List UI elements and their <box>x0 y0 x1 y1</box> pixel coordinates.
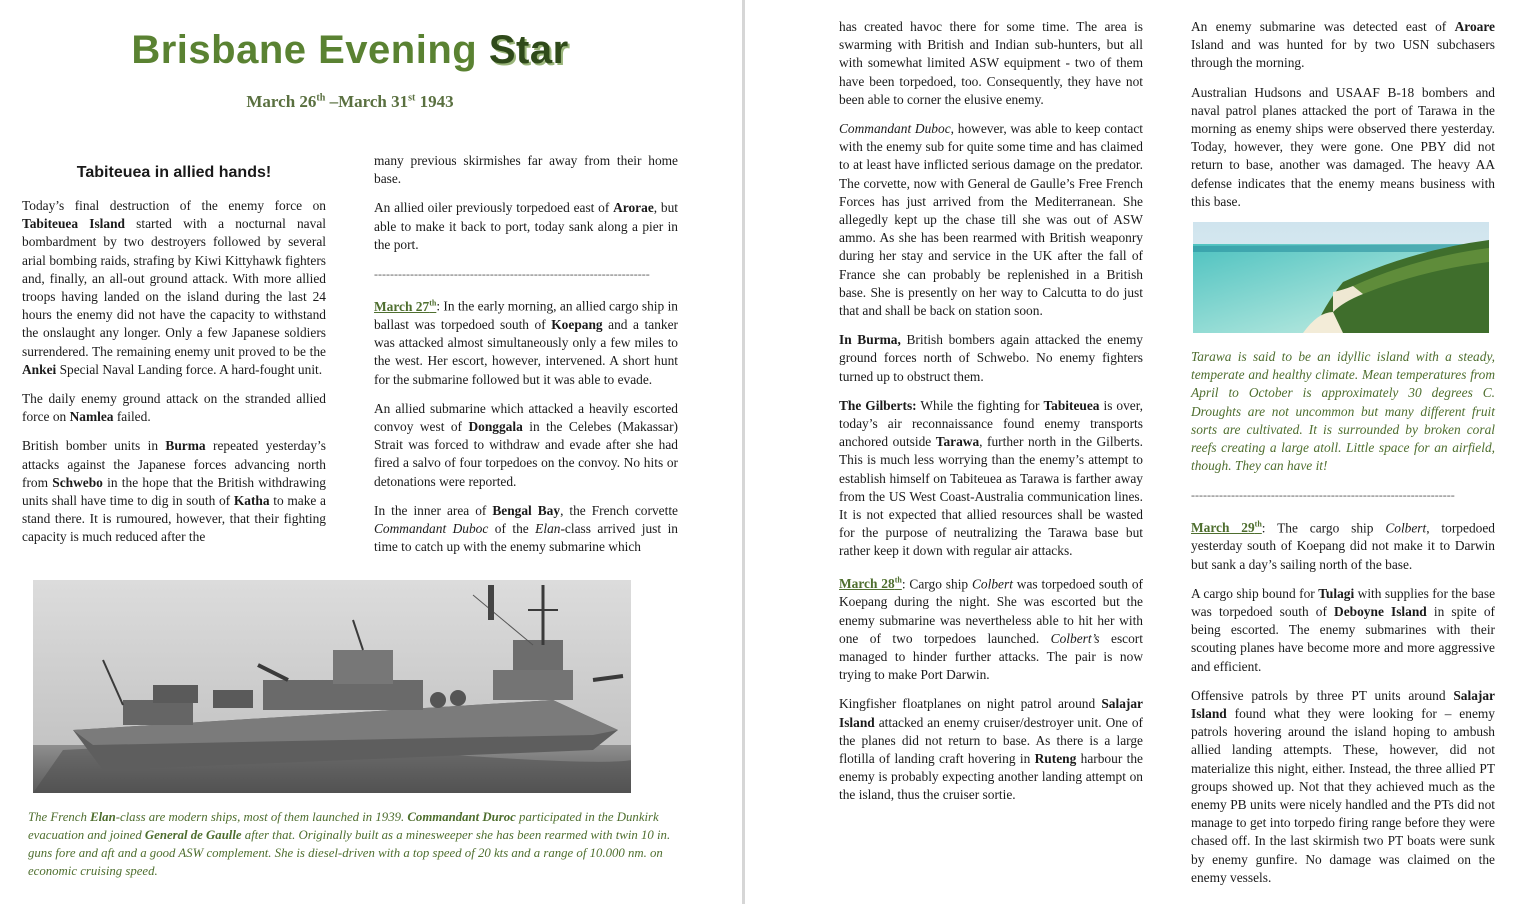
dated-paragraph <box>374 294 678 388</box>
text-run: Offensive patrols by three PT units around <box>1191 687 1454 703</box>
text-run: The French <box>28 810 91 824</box>
text-run: , torpedoed yesterday south of Koepang did not make it to Darwin but sank a day’s sailing north of the base. <box>1191 520 1495 572</box>
bold-text: Koepang <box>551 316 603 332</box>
dateline: March 26th –March 31st 1943 <box>246 92 454 111</box>
ship-photo-caption <box>28 808 678 880</box>
left-page <box>0 0 743 904</box>
text-run: Island and was hunted for by two USN subchasers through the morning. <box>1191 37 1495 71</box>
text-run: An enemy submarine was detected east of <box>1191 19 1455 34</box>
bold-text: Donggala <box>468 418 523 434</box>
date-suffix: th <box>429 298 437 308</box>
bold-text: Tabiteuea <box>1043 397 1100 413</box>
text-run: A cargo ship bound for <box>1191 585 1319 601</box>
text-run: to make a stand there. It is rumoured, however, that their fighting capacity is much reduced after the <box>22 493 327 545</box>
text-run: was torpedoed south of Koepang during the night. She was escorted but the enemy submarine was nevertheless able to hit her with one of two torpedoes launched. <box>839 576 1143 646</box>
date-suffix: th <box>894 575 902 585</box>
paragraph <box>839 695 1143 804</box>
paragraph <box>374 502 678 557</box>
paragraph <box>1191 687 1495 887</box>
paragraph <box>22 197 326 379</box>
bold-text: Tarawa <box>935 434 980 450</box>
bold-text: Katha <box>233 493 270 509</box>
text-run: , but able to make it back to port, today sank along a pier in the port. <box>374 200 678 252</box>
date-suffix: th <box>1254 519 1262 529</box>
text-run: While the fighting for <box>916 397 1044 413</box>
masthead-star: Star <box>488 28 569 72</box>
paragraph <box>839 18 1143 109</box>
date-label <box>1191 520 1262 535</box>
paragraph <box>839 120 1143 320</box>
bold-text: Tulagi <box>1318 585 1355 601</box>
article-body <box>1191 18 1495 211</box>
paragraph <box>22 390 326 426</box>
paragraph <box>839 331 1143 386</box>
date-text: March 27 <box>374 298 430 314</box>
date-text: March 29 <box>1191 520 1255 536</box>
bold-text: Elan <box>90 810 116 824</box>
island-photo-caption: Tarawa is said to be an idyllic island with a steady, temperate and healthy climate. Mean temperatures from April to October is approximately 30 degrees C. Droughts are not uncommon but many different fruit sorts are cultivated. It is surrounded by broken coral reefs creating a large atoll. Little space for an airfield, though. They can have it! <box>1191 349 1495 474</box>
text-run: harbour the enemy is probably expecting another landing attempt on the island, thus the cruiser sortie. <box>839 750 1143 803</box>
text-run: many previous skirmishes far away from their home base. <box>374 153 678 187</box>
text-run: failed. <box>113 409 151 425</box>
text-run: , the French corvette <box>560 502 678 518</box>
text-run: of the <box>488 520 536 536</box>
date-text: March 28 <box>839 576 895 592</box>
text-run: is over, today’s air reconnaissance found enemy transports anchored outside <box>839 397 1144 450</box>
bold-text: Ruteng <box>1034 750 1077 766</box>
paragraph <box>1191 585 1495 676</box>
text-run: : Cargo ship <box>901 576 972 592</box>
bold-text: General de Gaulle <box>144 828 242 842</box>
text-run: -class are modern ships, most of them launched in 1939. <box>115 810 408 824</box>
bold-text: Ankei <box>22 361 57 377</box>
italic-text: Colbert <box>972 576 1013 592</box>
text-run: participated in the Dunkirk evacuation and joined <box>28 810 659 842</box>
bold-text: Commandant Duroc <box>407 810 516 824</box>
bold-text: Salajar Island <box>1191 687 1495 721</box>
masthead <box>0 28 700 73</box>
bold-text: Aroare <box>1454 19 1495 34</box>
text-run: in the Celebes (Makassar) Strait was forced to withdraw and evade after she had fired a salvo of four torpedoes on the convoy. No hits or detonations were reported. <box>374 418 678 489</box>
italic-text: Commandant Duboc <box>839 121 951 137</box>
italic-text: Colbert <box>1385 520 1427 536</box>
paragraph <box>22 437 326 546</box>
text-run: An allied oiler previously torpedoed east of <box>374 200 614 216</box>
left-column-2 <box>374 152 678 567</box>
text-run: in the hope that the British withdrawing units shall have time to dig in south of <box>22 474 326 509</box>
text-run: repeated yesterday’s attacks against the Japanese forces advancing north from <box>22 438 326 490</box>
bold-text: Bengal Bay <box>492 502 561 518</box>
paragraph <box>374 400 678 491</box>
italic-text: Commandant Duboc <box>374 520 489 536</box>
text-run: has created havoc there for some time. The area is swarming with British and Indian sub-hunters, but all with somewhat limited ASW equipment - two of them have been torpedoed, too. Consequently, they have not been able to corner the elusive enemy. <box>839 19 1143 107</box>
bold-text: Burma <box>165 438 206 454</box>
text-run: Special Naval Landing force. A hard-fought unit. <box>56 361 323 377</box>
text-run: Today’s final destruction of the enemy force on <box>22 198 326 213</box>
text-run: -class arrived just in time to catch up with the enemy submarine which <box>374 520 678 555</box>
paragraph <box>1191 84 1495 211</box>
ship-photo <box>33 580 631 793</box>
text-run: , further north in the Gilberts. This is much less worrying than the enemy’s attempt to establish himself on Tabiteuea as Tarawa is farther away from the US West Coast-Australia communication lines. It is not expected that allied resources shall be wasted for the purpose of neutralizing the Tarawa base but rather keep it down with regular air attacks. <box>839 434 1143 559</box>
right-page <box>745 0 1517 904</box>
text-run: British bomber units in <box>22 438 166 454</box>
dated-paragraph <box>839 572 1143 685</box>
text-run: attacked an enemy cruiser/destroyer unit. One of the planes did not return to base. As there is a large flotilla of landing craft hovering in <box>839 714 1143 766</box>
paragraph <box>1191 18 1495 73</box>
text-run: found what they were looking for – enemy patrols hovering around the island hoping to ambush allied landing attempts. These, however, did not materialize this night, either. Instead, the three allied PT groups showed up. Not that they achieved much as the enemy PB units were nicely handled and the PTs did not manage to get into torpedo firing range before they were chased off. In the last skirmish two PT boats were sunk by enemy gunfire. No damage was claimed on the enemy vessels. <box>1191 705 1495 885</box>
bold-text: In Burma, <box>839 332 901 348</box>
left-column-1 <box>22 163 326 558</box>
article-body <box>374 152 678 556</box>
bold-text: Arorae <box>613 200 654 216</box>
section-rule: --------------------------------------------------------------------- <box>374 267 650 282</box>
date-label <box>374 299 436 314</box>
right-column-2-top <box>1191 18 1495 222</box>
section-rule: ------------------------------------------------------------------ <box>1191 488 1455 503</box>
right-column-1 <box>839 18 1143 816</box>
text-run: : In the early morning, an allied cargo ship in ballast was torpedoed south of <box>374 298 679 332</box>
text-run: , however, was able to keep contact with the enemy sub for quite some time and has claimed to at least have inflicted serious damage on the predator. The corvette, now with General de Gaulle’s Free French Forces has just arrived from the Mediterranean. She allegedly kept up the chase till she was out of ASW ammo. As she has been rearmed with British weaponry during her stay and service in the UK after the fall of France she can probably be replenished in a British base. She is presently on her way to Calcutta to do just that and shall be back on station soon. <box>839 121 1143 319</box>
text-run: started with a nocturnal naval bombardment by two destroyers followed by several arial bombing raids, strafing by Kiwi Kittyhawk fighters and, finally, an all-out ground attack. With more allied troops having landed on the island during the last 24 hours the enemy did not have the capacity to withstand the onslaught any longer. Only a few Japanese soldiers surrendered. The remaining enemy unit proved to be the <box>22 216 326 359</box>
paragraph <box>839 397 1143 561</box>
dated-paragraph <box>1191 516 1495 574</box>
italic-text: Colbert’s <box>1050 630 1100 646</box>
text-run: Kingfisher floatplanes on night patrol around <box>839 696 1102 712</box>
paragraph <box>374 152 678 188</box>
italic-text: Elan <box>535 520 561 536</box>
bold-text: Namlea <box>69 409 114 425</box>
text-run: with supplies for the base was torpedoed south of <box>1191 585 1496 619</box>
paragraph <box>374 199 678 254</box>
text-run: An allied submarine which attacked a heavily escorted convoy west of <box>374 400 678 434</box>
right-column-2-bottom <box>1191 348 1495 898</box>
text-run: after that. Originally built as a minesweeper she has been rearmed with twin 10 in. guns fore and aft and a good ASW complement. She is diesel-driven with a top speed of 20 kts and a range of 10.000 nm. on economic cruising speed. <box>28 828 671 878</box>
text-run: in spite of being escorted. The enemy submarines with their scouting planes have become more and more aggressive and efficient. <box>1191 603 1495 674</box>
text-run: British bombers again attacked the enemy ground forces north of Schwebo. No enemy fighters turned up to obstruct them. <box>839 332 1143 384</box>
bold-text: Salajar Island <box>839 696 1143 730</box>
text-run: Australian Hudsons and USAAF B-18 bombers and naval patrol planes attacked the port of Tarawa in the morning as enemy ships were observed there yesterday. Today, however, they were gone. One PBY did not return to base, another was damaged. The heavy AA defense indicates that the enemy means business with this base. <box>1191 84 1495 209</box>
article-body <box>1191 486 1495 887</box>
bold-text: The Gilberts: <box>839 397 917 413</box>
bold-text: Deboyne Island <box>1334 603 1427 619</box>
text-run: escort managed to hinder further attacks. The pair is now trying to make Port Darwin. <box>839 630 1143 683</box>
text-run: In the inner area of <box>374 502 493 518</box>
article-body <box>22 197 326 547</box>
island-photo <box>1193 222 1489 333</box>
bold-text: Tabiteuea Island <box>22 216 125 232</box>
text-run: : The cargo ship <box>1261 520 1386 536</box>
headline: Tabiteuea in allied hands! <box>76 164 272 181</box>
bold-text: Schwebo <box>52 474 103 490</box>
masthead-title: Brisbane Evening <box>131 28 478 72</box>
text-run: and a tanker was attacked almost simultaneously only a few miles to the west. Her escort, however, intervened. A short hunt for the submarine followed but it was able to evade. <box>374 316 679 387</box>
date-label <box>839 576 902 591</box>
text-run: The daily enemy ground attack on the stranded allied force on <box>22 391 326 425</box>
article-body <box>839 18 1143 805</box>
